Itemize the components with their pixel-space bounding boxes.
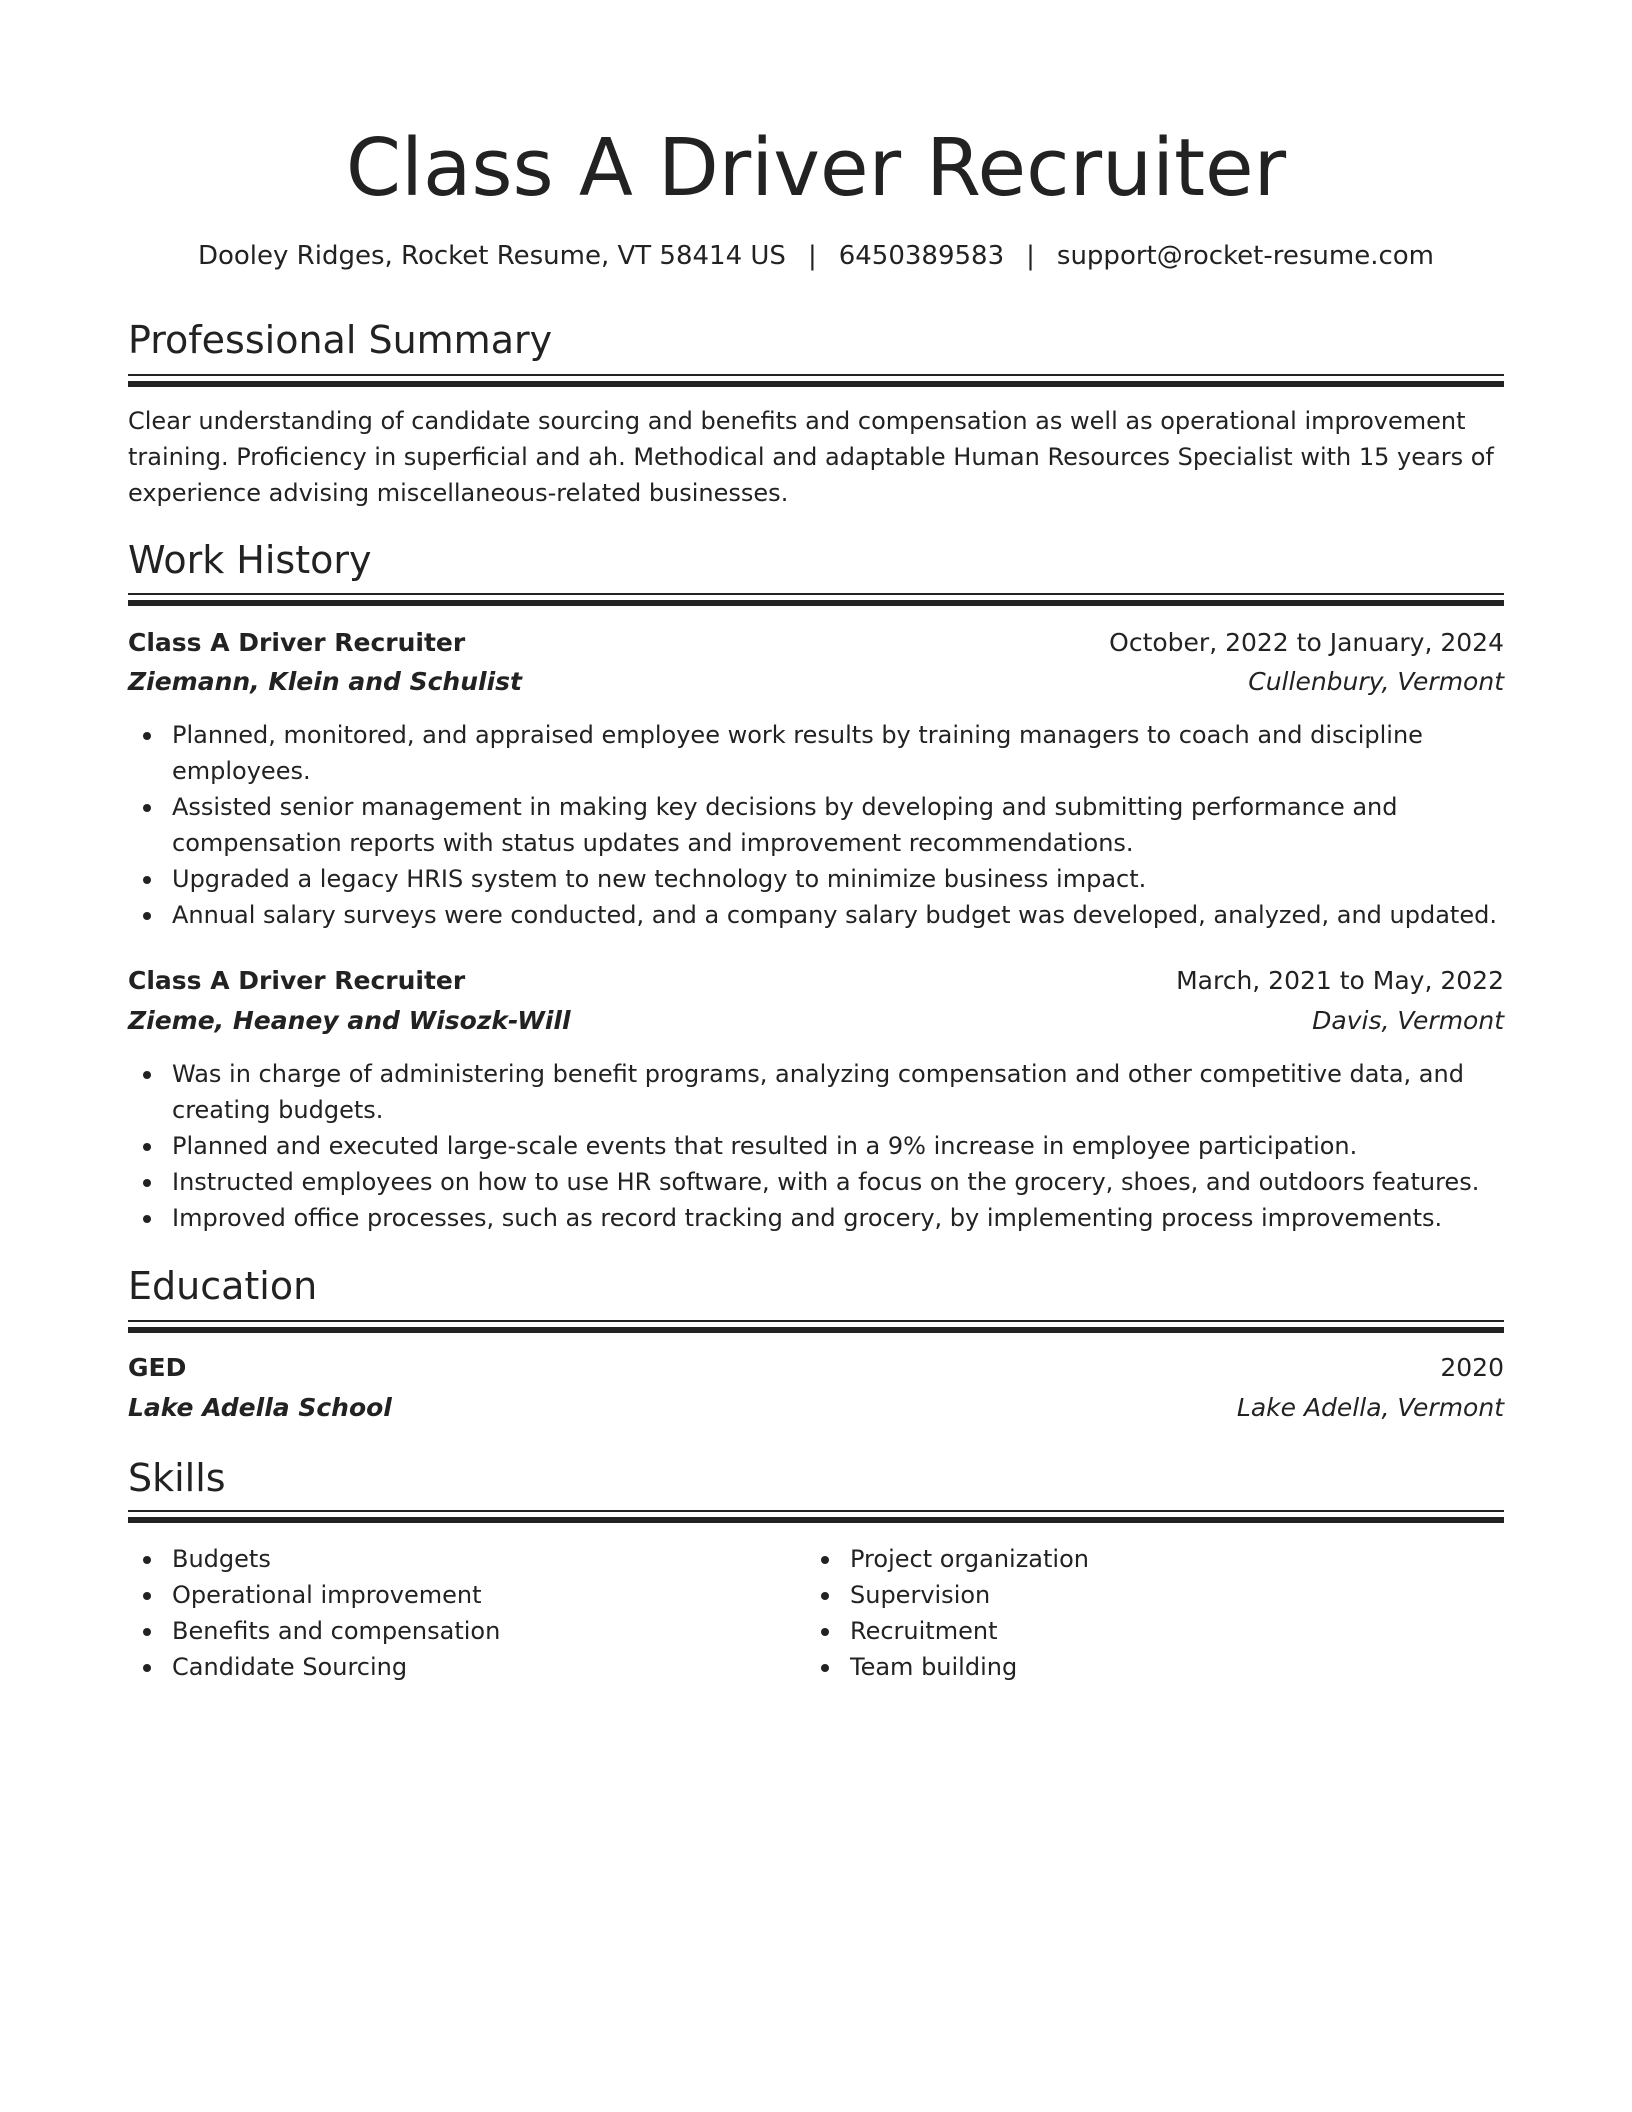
contact-separator: |	[1026, 241, 1035, 271]
job-location: Cullenbury, Vermont	[1248, 667, 1504, 696]
job-bullet-list	[128, 1056, 1504, 1236]
job-bullet-list	[128, 717, 1504, 933]
section-heading-work-history: Work History	[128, 538, 372, 582]
skill-item: Budgets	[128, 1541, 788, 1577]
job-bullet: Planned and executed large-scale events that resulted in a 9% increase in employee participation.	[128, 1128, 1504, 1164]
education-degree-row	[128, 1350, 1504, 1386]
summary-text: Clear understanding of candidate sourcing and benefits and compensation as well as operational improvement training. Proficiency in superficial and ah. Methodical and adaptable Human Resources Specialist with 15 years of experience advising miscellaneous-related businesses.	[128, 407, 1494, 507]
job-location: Davis, Vermont	[1312, 1006, 1504, 1035]
job-bullet: Upgraded a legacy HRIS system to new technology to minimize business impact.	[128, 861, 1504, 897]
contact-address: Dooley Ridges, Rocket Resume, VT 58414 US	[197, 241, 786, 271]
contact-separator: |	[807, 241, 817, 271]
job-bullet: Was in charge of administering benefit programs, analyzing compensation and other competitive data, and creating budgets.	[128, 1056, 1504, 1128]
job-title: Class A Driver Recruiter	[128, 966, 466, 995]
job-bullet: Instructed employees on how to use HR software, with a focus on the grocery, shoes, and outdoors features.	[128, 1164, 1504, 1200]
job-dates: March, 2021 to May, 2022	[1176, 966, 1504, 995]
section-heading-education: Education	[128, 1264, 318, 1308]
skill-item: Supervision	[806, 1577, 1466, 1613]
education-degree: GED	[128, 1353, 187, 1382]
education-school: Lake Adella School	[128, 1393, 392, 1422]
job-dates: October, 2022 to January, 2024	[1109, 628, 1504, 657]
skill-item: Benefits and compensation	[128, 1613, 788, 1649]
contact-phone: 6450389583	[838, 241, 1005, 271]
education-location: Lake Adella, Vermont	[1236, 1393, 1504, 1422]
resume-title: Class A Driver Recruiter	[345, 122, 1287, 214]
job-bullet: Improved office processes, such as record tracking and grocery, by implementing process improvements.	[128, 1200, 1504, 1236]
education-school-row	[128, 1390, 1504, 1426]
job-bullet: Planned, monitored, and appraised employee work results by training managers to coach and discipline employees.	[128, 717, 1504, 789]
skill-item: Team building	[806, 1649, 1466, 1685]
skill-item: Candidate Sourcing	[128, 1649, 788, 1685]
job-title-row	[128, 963, 1504, 999]
section-divider	[128, 1320, 1504, 1332]
skills-list-left	[128, 1541, 788, 1685]
job-bullet: Annual salary surveys were conducted, and a company salary budget was developed, analyzed, and updated.	[128, 897, 1504, 933]
skill-item: Recruitment	[806, 1613, 1466, 1649]
job-company-row	[128, 1003, 1504, 1039]
section-divider	[128, 593, 1504, 605]
section-divider	[128, 1510, 1504, 1522]
contact-email: support@rocket-resume.com	[1056, 241, 1435, 271]
section-heading-skills: Skills	[128, 1456, 226, 1500]
skill-item: Operational improvement	[128, 1577, 788, 1613]
skill-item: Project organization	[806, 1541, 1466, 1577]
section-heading-summary: Professional Summary	[128, 318, 553, 362]
job-title: Class A Driver Recruiter	[128, 628, 466, 657]
job-company: Ziemann, Klein and Schulist	[128, 667, 522, 696]
skills-list-right	[806, 1541, 1466, 1685]
job-company: Zieme, Heaney and Wisozk-Will	[128, 1006, 571, 1035]
job-bullet: Assisted senior management in making key decisions by developing and submitting performance and compensation reports with status updates and improvement recommendations.	[128, 789, 1504, 861]
section-divider	[128, 374, 1504, 386]
education-year: 2020	[1440, 1353, 1504, 1382]
contact-line	[128, 238, 1504, 274]
job-title-row	[128, 625, 1504, 661]
job-company-row	[128, 664, 1504, 700]
